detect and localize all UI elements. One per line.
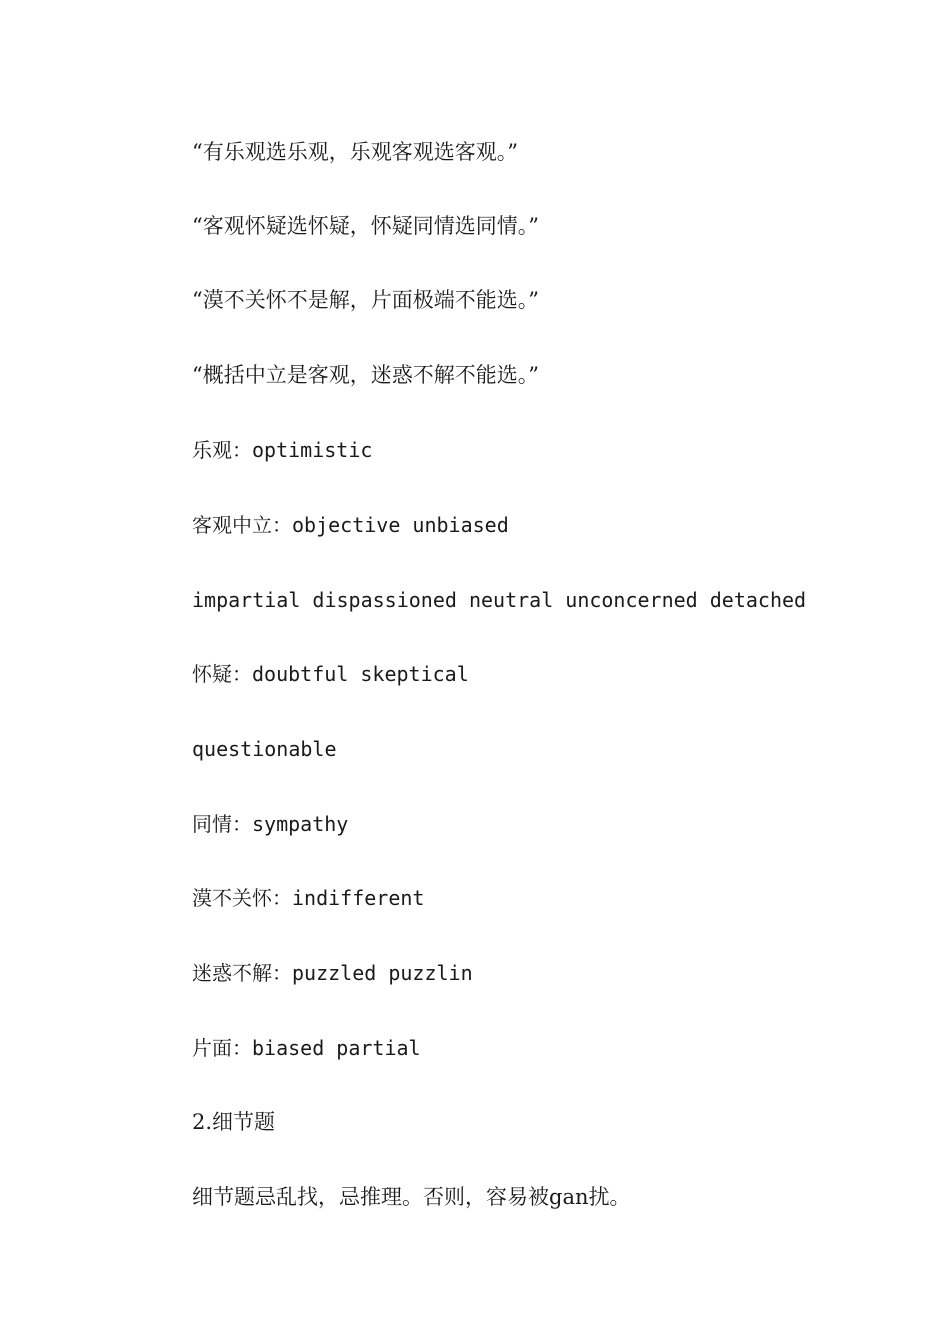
mnemonic-line-skeptical: “客观怀疑选怀疑，怀疑同情选同情。” [192,214,539,238]
vocab-biased: 片面：biased partial [192,1036,421,1060]
vocab-doubtful: 怀疑：doubtful skeptical [192,662,469,686]
detail-questions-tip: 细节题忌乱找，忌推理。否则，容易被gan扰。 [192,1185,631,1209]
mnemonic-line-neutral: “概括中立是客观，迷惑不解不能选。” [192,363,539,387]
vocab-puzzled: 迷惑不解：puzzled puzzlin [192,961,473,985]
vocab-objective-continued: impartial dispassioned neutral unconcerned detached [192,588,807,612]
vocab-doubtful-continued: questionable [192,737,337,761]
vocab-objective: 客观中立：objective unbiased [192,513,509,537]
mnemonic-line-indifferent: “漠不关怀不是解，片面极端不能选。” [192,288,539,312]
vocab-sympathy: 同情：sympathy [192,812,349,836]
vocab-indifferent: 漠不关怀：indifferent [192,886,425,910]
mnemonic-line-optimistic: “有乐观选乐观，乐观客观选客观。” [192,140,518,164]
section-heading-detail-questions: 2.细节题 [192,1110,276,1134]
vocab-optimistic: 乐观：optimistic [192,438,373,462]
